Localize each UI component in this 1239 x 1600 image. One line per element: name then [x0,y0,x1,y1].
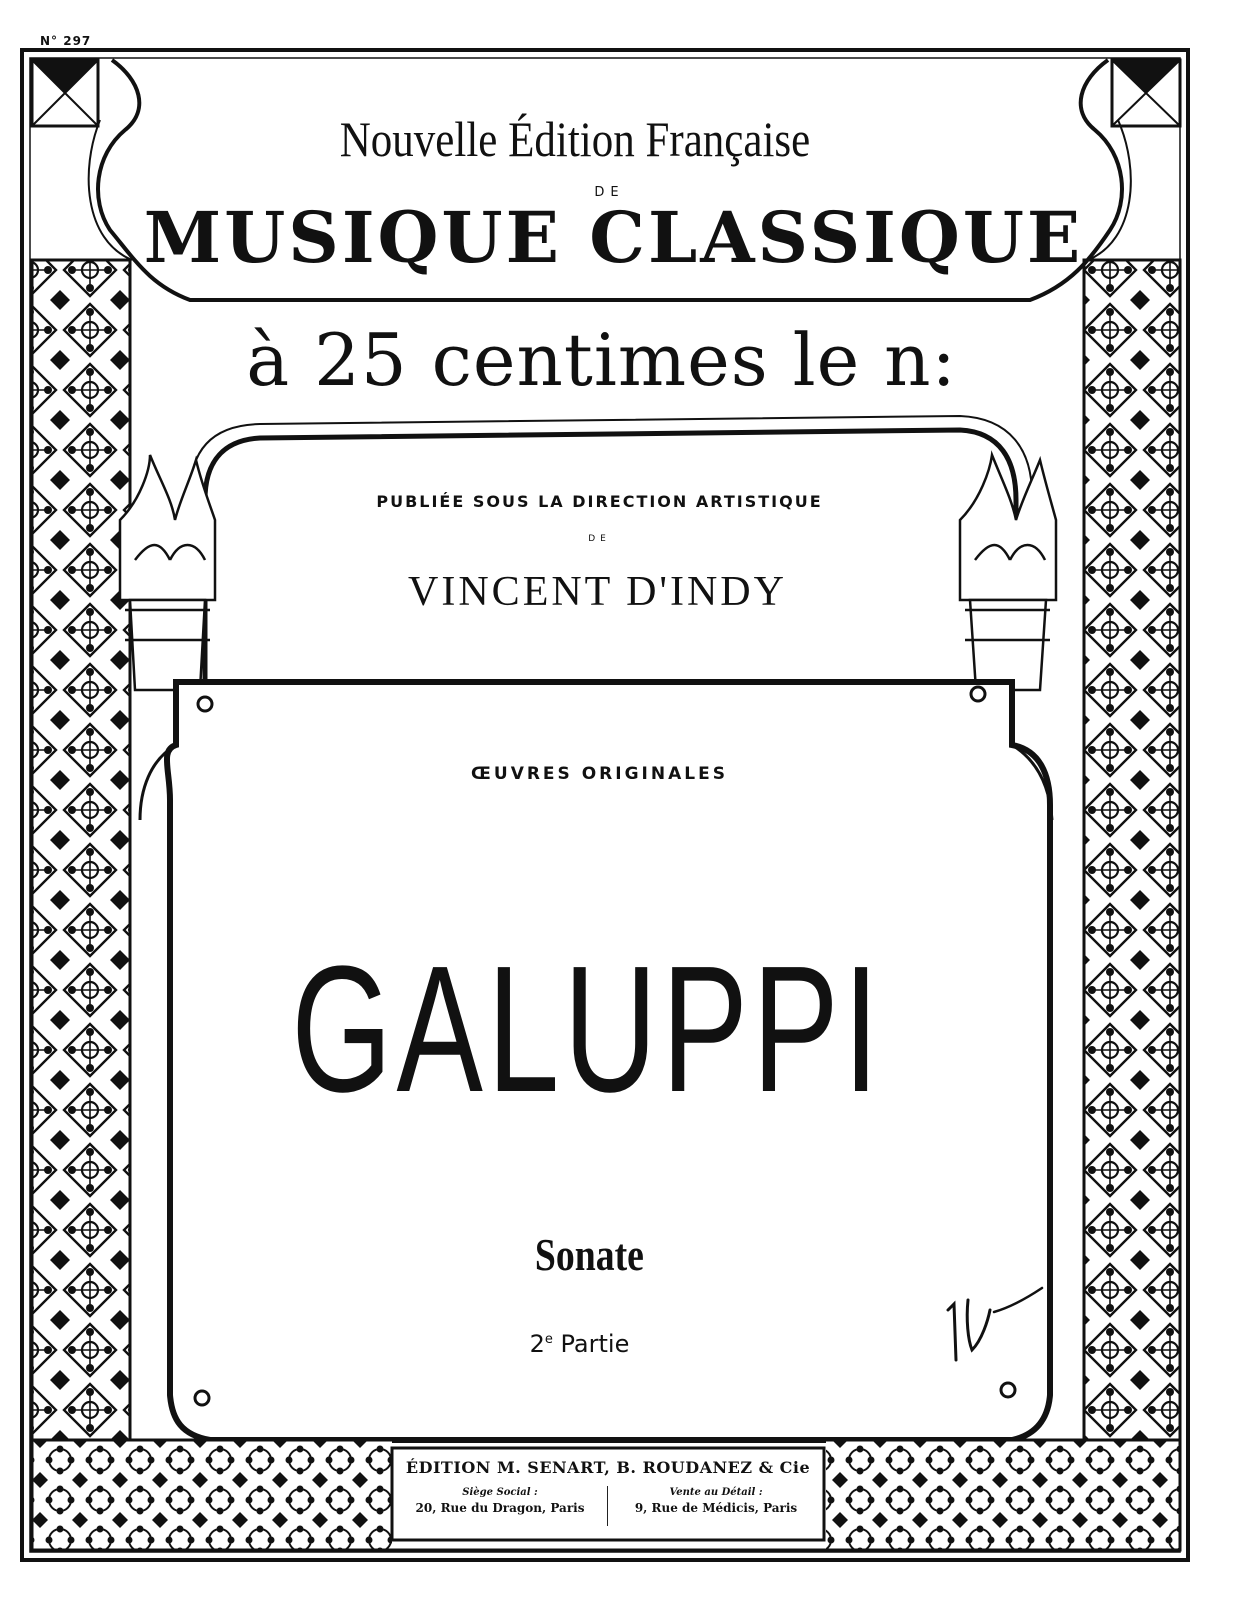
retail-label: Vente au Détail : [669,1487,763,1498]
head-office-label: Siège Social : [462,1487,538,1498]
head-office-address: 20, Rue du Dragon, Paris [415,1501,585,1515]
composer-name: GALUPPI [291,929,884,1130]
retail-address: 9, Rue de Médicis, Paris [634,1501,798,1515]
series-subtitle: ŒUVRES ORIGINALES [471,764,728,784]
part-number: 2 [529,1330,545,1358]
series-title-de: DE [594,185,625,200]
part-text: Partie [552,1330,630,1358]
series-price-line: à 25 centimes le n: [246,318,957,402]
publisher-box [392,1448,824,1538]
handwritten-mark [938,1280,1048,1370]
director-name: VINCENT D'INDY [408,569,787,615]
work-title: Sonate [534,1229,644,1280]
direction-de: DE [588,534,611,544]
series-title-line1: Nouvelle Édition Française [339,111,811,167]
edition-number: N° 297 [40,34,92,48]
head-office [392,1486,608,1517]
retail-office [608,1486,824,1517]
direction-line: PUBLIÉE SOUS LA DIRECTION ARTISTIQUE [376,492,823,511]
series-title-line2: MUSIQUE CLASSIQUE [143,196,1084,279]
part-suffix: e [544,1332,553,1347]
publisher-name: ÉDITION M. SENART, B. ROUDANEZ & Cie [405,1458,811,1477]
